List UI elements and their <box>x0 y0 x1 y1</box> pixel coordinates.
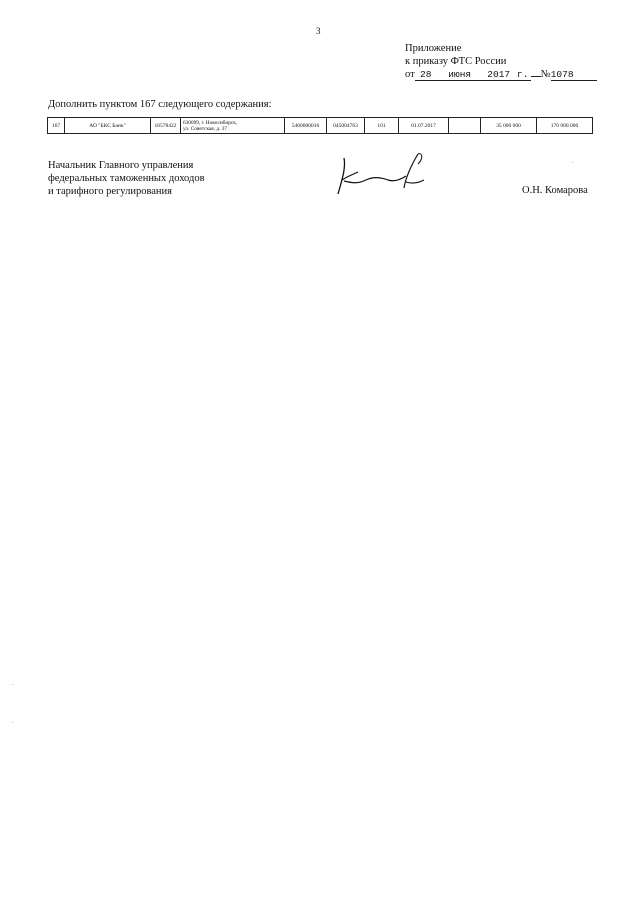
cell-address-line1: 630099, г. Новосибирск, <box>183 119 238 126</box>
cell-bank-name: АО "БКС Банк" <box>65 118 151 134</box>
annex-header <box>405 42 597 81</box>
signatory-title-line2: федеральных таможенных доходов <box>48 173 205 184</box>
intro-text: Дополнить пунктом 167 следующего содержания: <box>48 99 272 110</box>
annex-year: 2017 <box>483 69 515 81</box>
signatory-title <box>48 159 205 198</box>
scan-speck <box>572 162 573 163</box>
annex-order-ref: к приказу ФТС России <box>405 56 507 67</box>
cell-address <box>181 118 285 134</box>
page-number: 3 <box>316 26 321 36</box>
cell-date: 01.07.2017 <box>399 118 449 134</box>
table-row <box>48 118 593 134</box>
signatory-name: О.Н. Комарова <box>522 185 588 196</box>
cell-empty <box>449 118 481 134</box>
cell-code: 16578422 <box>151 118 181 134</box>
cell-reg-number: 101 <box>365 118 399 134</box>
annex-year-suffix: г. <box>515 69 531 81</box>
annex-number: 1078 <box>551 69 597 81</box>
annex-month: июня <box>437 69 483 81</box>
annex-day: 28 <box>415 69 437 81</box>
handwritten-signature <box>332 150 432 200</box>
cell-address-line2: ул. Советская, д. 37 <box>183 125 228 132</box>
cell-inn: 5460000016 <box>285 118 327 134</box>
signatory-title-line3: и тарифного регулирования <box>48 186 172 197</box>
cell-amount2: 170 000 000 <box>537 118 593 134</box>
cell-amount1: 35 000 000 <box>481 118 537 134</box>
annex-title: Приложение <box>405 43 462 54</box>
bank-table <box>47 117 593 134</box>
annex-number-label: № <box>540 69 551 80</box>
cell-index: 167 <box>48 118 65 134</box>
scan-speck <box>12 722 13 723</box>
cell-bik: 045004763 <box>327 118 365 134</box>
scan-speck <box>12 684 13 685</box>
signatory-title-line1: Начальник Главного управления <box>48 160 194 171</box>
annex-date-line <box>405 68 597 81</box>
annex-from-label: от <box>405 69 415 80</box>
